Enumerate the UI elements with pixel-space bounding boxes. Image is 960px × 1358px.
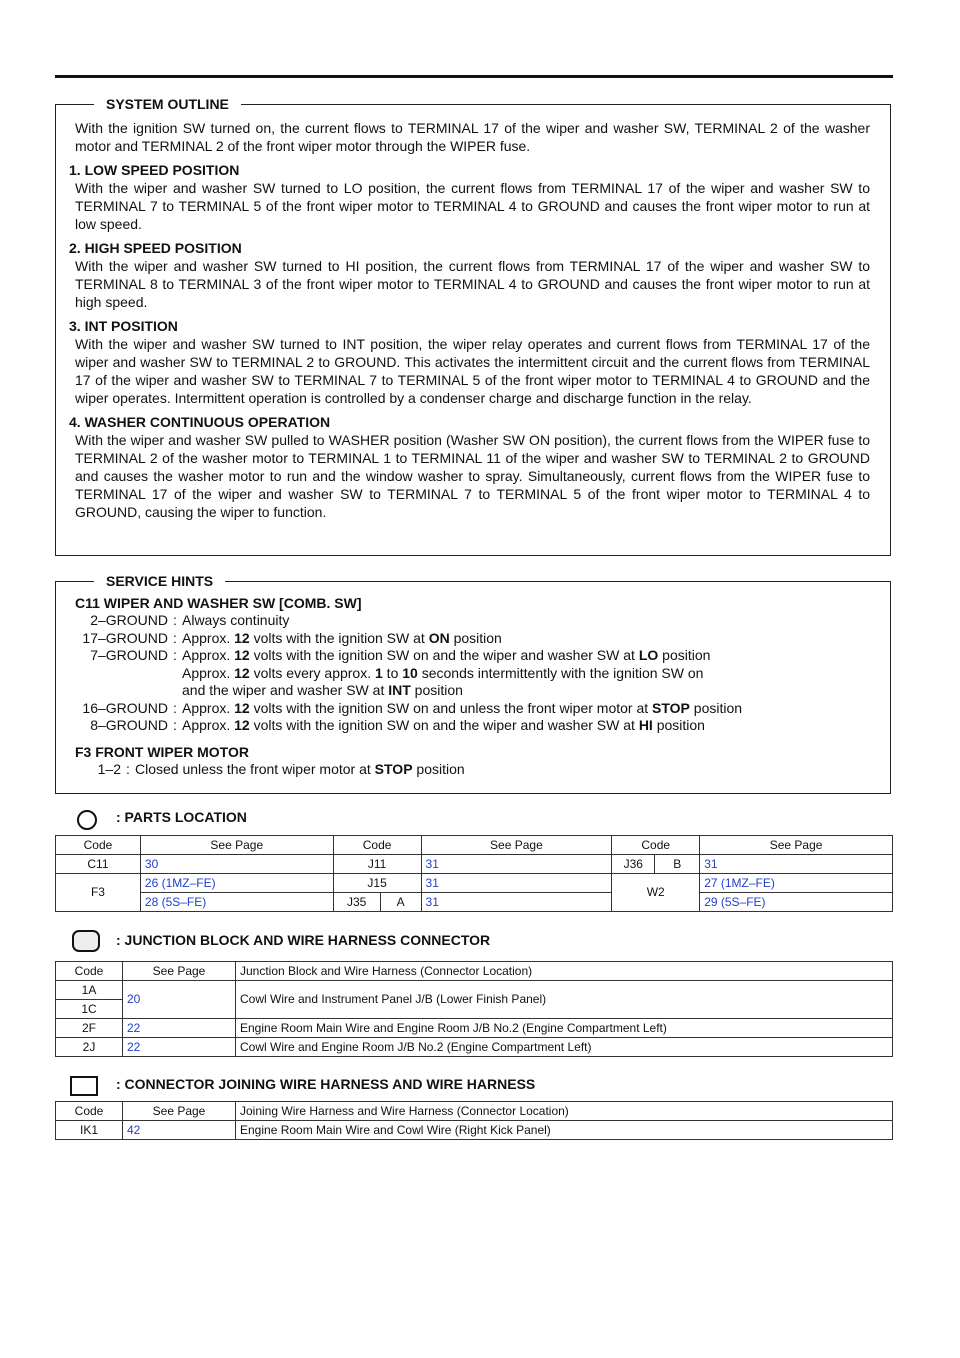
- outline-item-heading: 3. INT POSITION: [69, 318, 178, 334]
- hint-row-continuation: and the wiper and washer SW at INT position: [182, 682, 463, 698]
- page-link[interactable]: 27 (1MZ–FE): [700, 874, 893, 893]
- outline-item-heading: 2. HIGH SPEED POSITION: [69, 240, 242, 256]
- page-link[interactable]: 22: [123, 1019, 236, 1038]
- connector-joining-table: [55, 1101, 893, 1140]
- page-link[interactable]: 29 (5S–FE): [700, 893, 893, 912]
- hint-row: 8–GROUND : Approx. 12 volts with the ignition SW on and the wiper and washer SW at HI position: [90, 717, 705, 733]
- system-outline-box: [55, 96, 891, 556]
- junction-block-heading: : JUNCTION BLOCK AND WIRE HARNESS CONNECTOR: [116, 932, 491, 948]
- page-link[interactable]: 22: [123, 1038, 236, 1057]
- junction-block-icon: [72, 930, 100, 952]
- f3-title: F3 FRONT WIPER MOTOR: [75, 743, 249, 760]
- parts-location-table: [55, 835, 893, 912]
- c11-title: C11 WIPER AND WASHER SW [COMB. SW]: [75, 595, 362, 611]
- connector-joining-heading: : CONNECTOR JOINING WIRE HARNESS AND WIRE HARNESS: [116, 1076, 536, 1092]
- outline-item-body: With the wiper and washer SW turned to LO position, the current flows from TERMINAL 17 of the wiper and washer SW to TERMINAL 7 to TERMINAL 5 of the front wiper motor to TERMINAL 4 to GROUND and causes the front wiper motor to run at low speed.: [75, 180, 870, 232]
- parts-location-heading: : PARTS LOCATION: [116, 809, 247, 825]
- table-row: 1A 20 Cowl Wire and Instrument Panel J/B (Lower Finish Panel): [56, 981, 893, 1000]
- page-link[interactable]: 31: [421, 855, 612, 874]
- outline-item-body: With the wiper and washer SW turned to HI position, the current flows from TERMINAL 17 of the wiper and washer SW to TERMINAL 8 to TERMINAL 3 of the front wiper motor to TERMINAL 4 to GROUND and causes the front wiper motor to run at high speed.: [75, 258, 870, 310]
- page-link[interactable]: 20: [123, 981, 236, 1019]
- top-rule: [55, 75, 893, 78]
- table-header-row: Code See Page Joining Wire Harness and Wire Harness (Connector Location): [56, 1102, 893, 1121]
- hint-row: 16–GROUND : Approx. 12 volts with the ignition SW on and unless the front wiper motor at STOP position: [82, 699, 743, 716]
- hint-row: 2–GROUND : Always continuity: [90, 612, 290, 628]
- outline-item-heading: 1. LOW SPEED POSITION: [69, 162, 240, 178]
- hint-row: 7–GROUND : Approx. 12 volts with the ignition SW on and the wiper and washer SW at LO position: [90, 647, 711, 663]
- system-outline-title: SYSTEM OUTLINE: [94, 94, 241, 114]
- page-link[interactable]: 30: [140, 855, 333, 874]
- page-link[interactable]: 31: [421, 874, 612, 893]
- page-link[interactable]: 31: [700, 855, 893, 874]
- outline-item-heading: 4. WASHER CONTINUOUS OPERATION: [69, 414, 331, 430]
- junction-block-table: [55, 961, 893, 1057]
- table-row: 1C: [56, 1000, 893, 1019]
- hint-row: 17–GROUND : Approx. 12 volts with the ignition SW at ON position: [82, 629, 502, 646]
- service-hints-box: [55, 573, 891, 794]
- table-row: 2J 22 Cowl Wire and Engine Room J/B No.2 (Engine Compartment Left): [56, 1038, 893, 1057]
- table-row: IK1 42 Engine Room Main Wire and Cowl Wire (Right Kick Panel): [56, 1121, 893, 1140]
- table-row: 2F 22 Engine Room Main Wire and Engine Room J/B No.2 (Engine Compartment Left): [56, 1019, 893, 1038]
- table-row: C11 30 J11 31 J36 B 31: [56, 855, 893, 874]
- outline-item-body: With the wiper and washer SW turned to INT position, the wiper relay operates and current flows from TERMINAL 17 of the wiper and washer SW to TERMINAL 2 to GROUND. This activates the intermittent circuit and the current flows from TERMINAL 17 of the wiper and washer SW to TERMINAL 7 to TERMINAL 5 of the front wiper motor to TERMINAL 4 to GROUND and the wiper operates. Intermittent operation is controlled by a condenser charge and discharge function in the relay.: [75, 336, 870, 406]
- table-header-row: Code See Page Code See Page Code See Page: [56, 836, 893, 855]
- table-row: 28 (5S–FE) J35 A 31 29 (5S–FE): [56, 893, 893, 912]
- page-link[interactable]: 31: [421, 893, 612, 912]
- page-link[interactable]: 42: [123, 1121, 236, 1140]
- outline-item-body: With the wiper and washer SW pulled to WASHER position (Washer SW ON position), the current flows from the WIPER fuse to TERMINAL 2 of the washer motor to TERMINAL 1 to TERMINAL 11 of the wiper and washer SW to TERMINAL 2 to GROUND and causes the washer motor to run and the window washer to spray. Simultaneously, current flows from the WIPER fuse to TERMINAL 17 of the wiper and washer SW to TERMINAL 7 to TERMINAL 5 of the front wiper motor to TERMINAL 4 to GROUND, causing the wiper to function.: [75, 432, 870, 520]
- page-link[interactable]: 26 (1MZ–FE): [140, 874, 333, 893]
- hint-row: 1–2 : Closed unless the front wiper motor at STOP position: [97, 760, 465, 777]
- service-hints-title: SERVICE HINTS: [94, 571, 225, 591]
- hint-row-continuation: Approx. 12 volts every approx. 1 to 10 seconds intermittently with the ignition SW on: [182, 664, 704, 681]
- page-link[interactable]: 28 (5S–FE): [140, 893, 333, 912]
- table-header-row: Code See Page Junction Block and Wire Harness (Connector Location): [56, 962, 893, 981]
- table-row: F3 26 (1MZ–FE) J15 31 W2 27 (1MZ–FE): [56, 874, 893, 893]
- connector-joining-icon: [70, 1076, 98, 1096]
- parts-location-circle-icon: [77, 810, 97, 830]
- outline-intro: With the ignition SW turned on, the current flows to TERMINAL 17 of the wiper and washer SW, TERMINAL 2 of the washer motor and TERMINAL 2 of the front wiper motor through the WIPER fuse.: [75, 120, 870, 154]
